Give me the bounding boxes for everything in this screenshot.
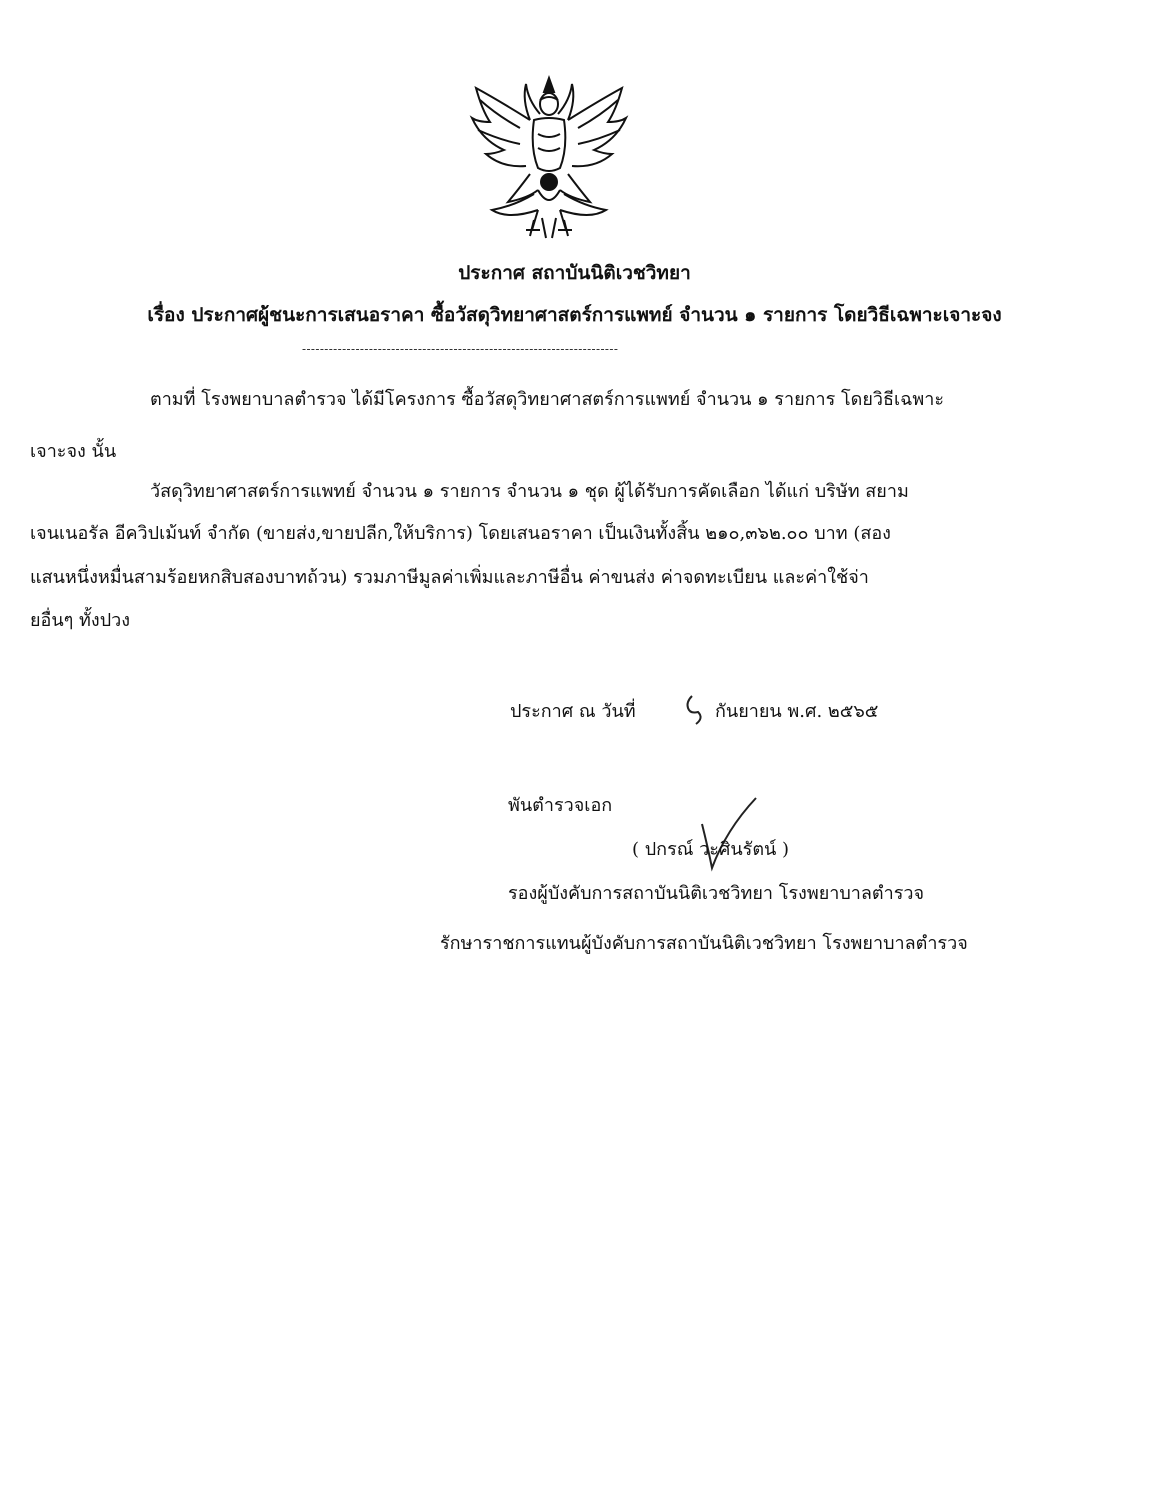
divider-line: ----------------------------------------------------------------------- — [302, 342, 619, 356]
signer-name: ( ปกรณ์ วะศินรัตน์ ) — [632, 839, 790, 860]
signer-rank: พันตำรวจเอก — [508, 795, 613, 816]
paragraph2-line2: เจนเนอรัล อีควิปเม้นท์ จำกัด (ขายส่ง,ขายปลีก,ให้บริการ) โดยเสนอราคา เป็นเงินทั้งสิ้น ๒๑๐,๓๖๒.๐๐ บาท (สอง — [30, 523, 891, 544]
document-title: ประกาศ สถาบันนิติเวชวิทยา — [458, 262, 691, 284]
paragraph2-line3: แสนหนึ่งหมื่นสามร้อยหกสิบสองบาทถ้วน) รวมภาษีมูลค่าเพิ่มและภาษีอื่น ค่าขนส่ง ค่าจดทะเบียน และค่าใช้จ่า — [30, 567, 869, 588]
announcement-date-suffix: กันยายน พ.ศ. ๒๕๖๕ — [715, 701, 879, 722]
garuda-emblem — [468, 70, 630, 242]
paragraph2-line4: ยอื่นๆ ทั้งปวง — [30, 610, 131, 631]
signer-position-2: รักษาราชการแทนผู้บังคับการสถาบันนิติเวชวิทยา โรงพยาบาลตำรวจ — [440, 933, 968, 954]
paragraph1-line2: เจาะจง นั้น — [30, 441, 117, 462]
paragraph2-line1: วัสดุวิทยาศาสตร์การแพทย์ จำนวน ๑ รายการ จำนวน ๑ ชุด ผู้ได้รับการคัดเลือก ได้แก่ บริษัท สยาม — [150, 481, 909, 502]
announcement-date-prefix: ประกาศ ณ วันที่ — [510, 701, 636, 722]
paragraph1-line1: ตามที่ โรงพยาบาลตำรวจ ได้มีโครงการ ซื้อวัสดุวิทยาศาสตร์การแพทย์ จำนวน ๑ รายการ โดยวิธีเฉพาะ — [150, 389, 945, 410]
handwritten-day — [680, 692, 710, 726]
signer-position-1: รองผู้บังคับการสถาบันนิติเวชวิทยา โรงพยาบาลตำรวจ — [508, 883, 925, 904]
document-subject: เรื่อง ประกาศผู้ชนะการเสนอราคา ซื้อวัสดุวิทยาศาสตร์การแพทย์ จำนวน ๑ รายการ โดยวิธีเฉพาะเจาะจง — [147, 304, 1002, 326]
